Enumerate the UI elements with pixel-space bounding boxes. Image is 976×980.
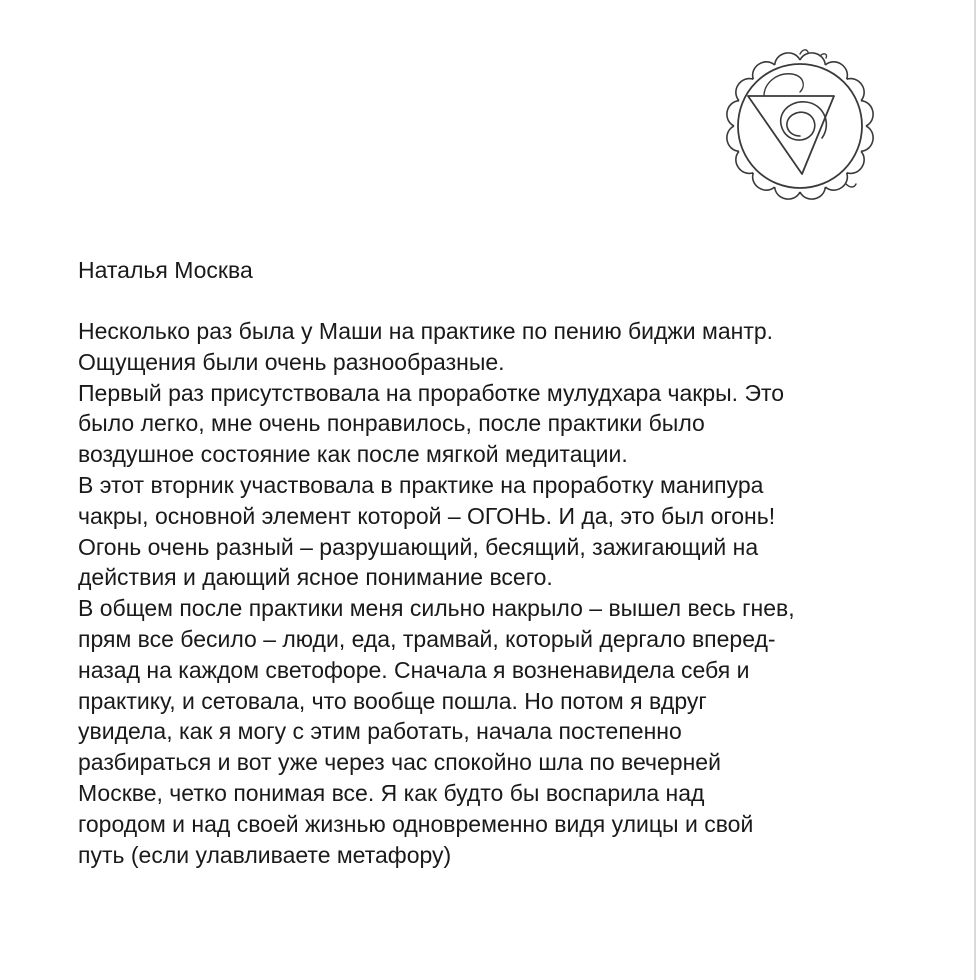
review-line: воздушное состояние как после мягкой медитации. <box>78 441 628 468</box>
review-line: Огонь очень разный – разрушающий, бесящий, зажигающий на <box>78 533 759 560</box>
review-line: В этот вторник участвовала в практике на проработку манипура <box>78 471 764 498</box>
review-line: городом и над своей жизнью одновременно видя улицы и свой <box>78 810 754 837</box>
review-line: Ощущения были очень разнообразные. <box>78 348 505 375</box>
review-line: чакры, основной элемент которой – ОГОНЬ. И да, это был огонь! <box>78 502 776 529</box>
review-line: Москве, четко понимая все. Я как будто бы воспарила над <box>78 779 705 806</box>
review-line: увидела, как я могу с этим работать, начала постепенно <box>78 718 682 745</box>
review-line: Несколько раз была у Маши на практике по пению биджи мантр. <box>78 318 774 344</box>
review-line: было легко, мне очень понравилось, после практики было <box>78 410 705 437</box>
review-line: действия и дающий ясное понимание всего. <box>78 564 553 591</box>
review-line: В общем после практики меня сильно накрыло – вышел весь гнев, <box>78 595 795 622</box>
review-line: разбираться и вот уже через час спокойно шла по вечерней <box>78 749 721 776</box>
review-author: Наталья Москва <box>78 257 253 283</box>
review-line: прям все бесило – люди, еда, трамвай, который дергало вперед- <box>78 625 776 652</box>
review-line: назад на каждом светофоре. Сначала я возненавидела себя и <box>78 656 750 683</box>
review-line: путь (если улавливаете метафору) <box>78 841 452 868</box>
review-line: практику, и сетовала, что вообще пошла. Но потом я вдруг <box>78 687 707 714</box>
vishuddha-chakra-icon <box>716 44 884 208</box>
review-text <box>78 316 958 870</box>
chakra-petal-ring <box>727 53 873 199</box>
review-line: Первый раз присутствовала на проработке мулудхара чакры. Это <box>78 379 785 406</box>
